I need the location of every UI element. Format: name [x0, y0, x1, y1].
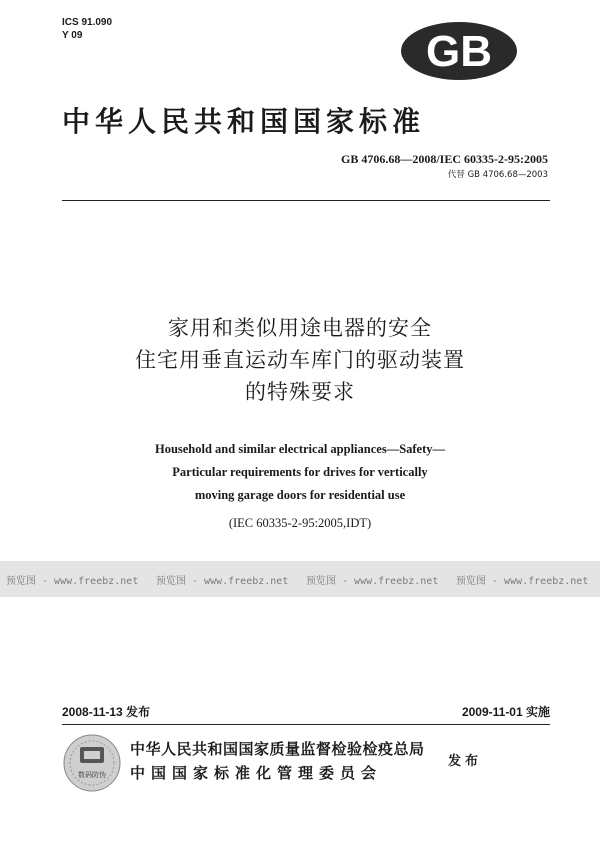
publish-label: 发布 — [448, 754, 483, 769]
header-divider — [62, 200, 550, 201]
iec-equivalence: (IEC 60335-2-95:2005,IDT) — [228, 516, 372, 530]
seal-text: 数码防伪 — [78, 771, 106, 779]
gb-logo — [399, 20, 519, 82]
ics-code: ICS 91.090 — [62, 17, 113, 28]
anti-counterfeit-seal-icon — [62, 733, 122, 793]
watermark-band — [0, 561, 600, 597]
english-title — [0, 438, 600, 507]
chinese-title-line: 家用和类似用途电器的安全 — [168, 316, 432, 340]
standard-number: GB 4706.68—2008/IEC 60335-2-95:2005 — [341, 152, 548, 166]
issue-date: 2008-11-13 发布 — [62, 705, 151, 719]
chinese-title — [0, 312, 600, 408]
watermark-text: 预览图 - www.freebz.net — [306, 576, 439, 587]
watermark-text: 预览图 - www.freebz.net — [456, 576, 589, 587]
chinese-title-line: 住宅用垂直运动车库门的驱动装置 — [135, 348, 465, 372]
footer-divider — [62, 724, 550, 725]
chinese-title-line: 的特殊要求 — [245, 380, 355, 404]
class-code: Y 09 — [62, 30, 83, 41]
watermark-text: 预览图 - www.freebz.net — [156, 576, 289, 587]
gb-logo-text: GB — [426, 27, 492, 76]
implementation-date: 2009-11-01 实施 — [461, 705, 550, 719]
english-title-line: Household and similar electrical appliances—Safety— — [154, 442, 446, 456]
publishing-org-1: 中华人民共和国国家质量监督检验检疫总局 — [130, 740, 425, 758]
publishing-org-2: 中国国家标准化管理委员会 — [130, 764, 383, 782]
watermark-text: 预览图 - www.freebz.net — [6, 576, 139, 587]
english-title-line: Particular requirements for drives for vertically — [172, 465, 428, 479]
replaces-standard: 代替 GB 4706.68—2003 — [447, 170, 548, 180]
classification-codes — [62, 16, 112, 42]
english-title-line: moving garage doors for residential use — [194, 488, 406, 502]
standard-category-title: 中华人民共和国国家标准 — [62, 105, 426, 138]
